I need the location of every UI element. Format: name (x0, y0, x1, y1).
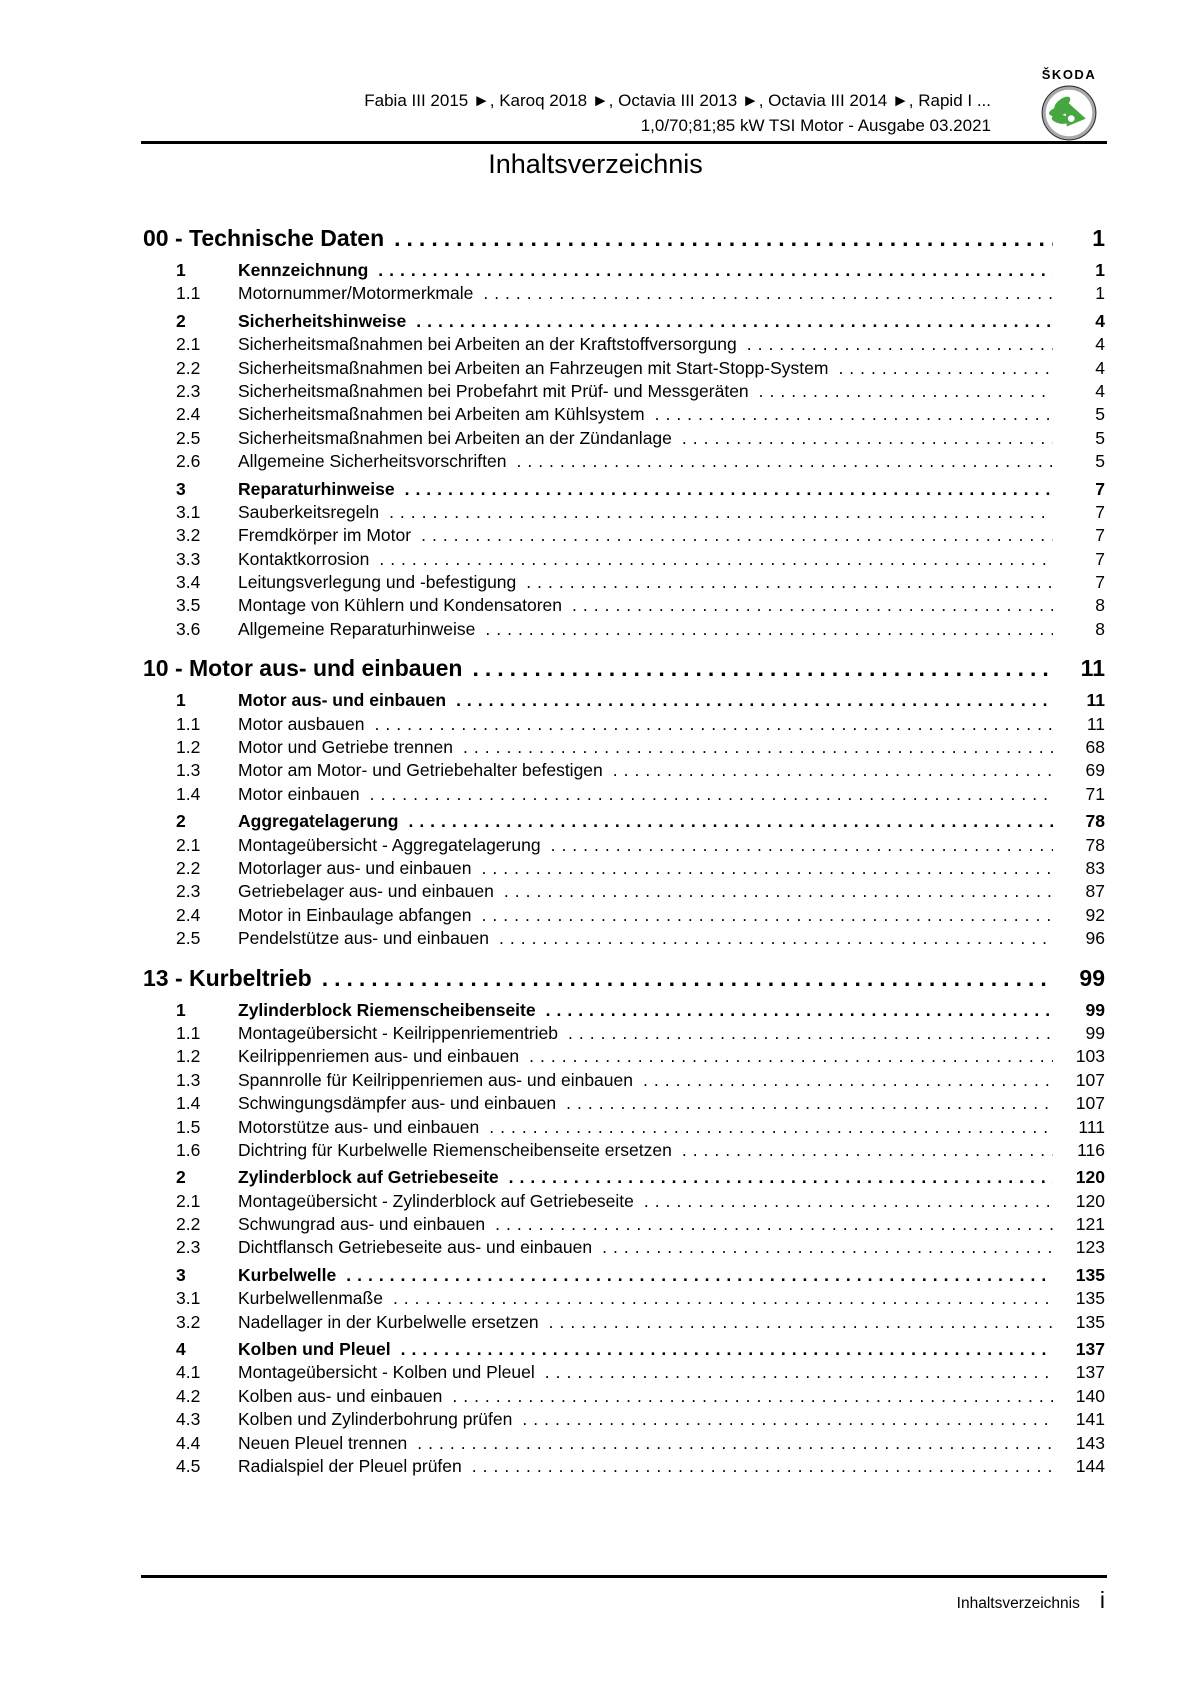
toc-entry-title: Motor und Getriebe trennen (238, 737, 453, 758)
skoda-logo-icon (1041, 85, 1097, 141)
toc-entry-title: Fremdkörper im Motor (238, 525, 412, 546)
dot-leader (613, 760, 1053, 781)
toc-entry-number: 1.5 (176, 1116, 201, 1137)
toc-entry-row[interactable] (143, 525, 1105, 548)
toc-entry-title: Motor einbauen (238, 783, 360, 804)
toc-entry-row[interactable] (143, 283, 1105, 306)
toc-entry-row[interactable] (143, 1117, 1105, 1140)
toc-entry-page: 144 (1075, 1455, 1105, 1476)
toc-entry-title: Kolben aus- und einbauen (238, 1385, 443, 1406)
toc-entry-row[interactable] (143, 572, 1105, 595)
footer-rule (141, 1575, 1107, 1578)
toc-entry-number: 2.3 (176, 881, 201, 902)
dot-leader (549, 1312, 1053, 1333)
toc-entry-number: 2.1 (176, 334, 201, 355)
toc-entry-title: Schwingungsdämpfer aus- und einbauen (238, 1093, 557, 1114)
toc-entry-page: 123 (1075, 1237, 1105, 1258)
toc-entry-row[interactable] (143, 260, 1105, 283)
toc-entry-row[interactable] (143, 1288, 1105, 1311)
table-of-contents (143, 212, 1105, 1479)
dot-leader (393, 1288, 1053, 1309)
toc-entry-row[interactable] (143, 549, 1105, 572)
toc-entry-page: 137 (1075, 1362, 1105, 1383)
toc-entry-row[interactable] (143, 1237, 1105, 1260)
toc-entry-number: 2.2 (176, 1214, 201, 1235)
toc-entry-title: Zylinderblock auf Getriebeseite (238, 1167, 499, 1188)
toc-entry-number: 1.3 (176, 760, 201, 781)
toc-entry-number: 1.6 (176, 1139, 201, 1160)
toc-entry-number: 2 (176, 1167, 186, 1188)
dot-leader (655, 404, 1053, 425)
toc-entry-row[interactable] (143, 381, 1105, 404)
toc-entry-page: 107 (1075, 1069, 1105, 1090)
dot-leader (747, 334, 1053, 355)
toc-chapter-row[interactable] (143, 965, 1105, 995)
toc-entry-title: Kontaktkorrosion (238, 548, 370, 569)
toc-entry-title: Montageübersicht - Aggregatelagerung (238, 834, 541, 855)
toc-entry-title: Sicherheitsmaßnahmen bei Arbeiten an Fahrzeugen mit Start-Stopp-System (238, 357, 829, 378)
toc-entry-title: Dichtflansch Getriebeseite aus- und einbauen (238, 1237, 593, 1258)
toc-entry-number: 3.4 (176, 572, 201, 593)
toc-entry-row[interactable] (143, 881, 1105, 904)
toc-chapter-page: 99 (1079, 964, 1105, 991)
dot-leader (526, 572, 1053, 593)
toc-entry-title: Getriebelager aus- und einbauen (238, 881, 494, 902)
toc-entry-number: 4.1 (176, 1362, 201, 1383)
dot-leader (546, 1000, 1053, 1021)
toc-entry-page: 103 (1075, 1046, 1105, 1067)
dot-leader (838, 358, 1053, 379)
toc-entry-title: Sicherheitsmaßnahmen bei Probefahrt mit Prüf- und Messgeräten (238, 380, 749, 401)
toc-entry-title: Motorlager aus- und einbauen (238, 857, 472, 878)
dot-leader (482, 905, 1053, 926)
toc-entry-number: 4 (176, 1339, 186, 1360)
dot-leader (370, 784, 1053, 805)
toc-entry-page: 120 (1075, 1190, 1105, 1211)
dot-leader (379, 549, 1053, 570)
toc-entry-row[interactable] (143, 1265, 1105, 1288)
toc-entry-page: 71 (1085, 783, 1105, 804)
toc-entry-number: 3.3 (176, 548, 201, 569)
toc-entry-number: 2.4 (176, 404, 201, 425)
toc-entry-row[interactable] (143, 1093, 1105, 1116)
dot-leader (485, 619, 1053, 640)
toc-entry-row[interactable] (143, 714, 1105, 737)
toc-entry-number: 2.5 (176, 928, 201, 949)
toc-entry-page: 7 (1095, 572, 1105, 593)
toc-entry-title: Sicherheitshinweise (238, 310, 407, 331)
dot-leader (482, 858, 1054, 879)
toc-entry-number: 4.3 (176, 1409, 201, 1430)
dot-leader (463, 737, 1053, 758)
toc-entry-title: Aggregatelagerung (238, 811, 399, 832)
dot-leader (504, 881, 1053, 902)
toc-entry-row[interactable] (143, 737, 1105, 760)
toc-chapter-label: 10 - Motor aus- und einbauen (143, 655, 463, 682)
dot-leader (572, 595, 1053, 616)
toc-entry-page: 4 (1095, 380, 1105, 401)
toc-entry-page: 96 (1085, 928, 1105, 949)
dot-leader (452, 1386, 1053, 1407)
skoda-logo (1030, 68, 1108, 141)
dot-leader (509, 1167, 1053, 1188)
toc-entry-number: 3.2 (176, 1311, 201, 1332)
toc-entry-page: 120 (1075, 1167, 1105, 1188)
toc-entry-row[interactable] (143, 428, 1105, 451)
toc-entry-number: 1.1 (176, 1022, 201, 1043)
toc-entry-row[interactable] (143, 619, 1105, 642)
toc-entry-number: 2.1 (176, 1190, 201, 1211)
toc-entry-page: 99 (1085, 1022, 1105, 1043)
toc-entry-page: 121 (1075, 1214, 1105, 1235)
document-header (143, 88, 991, 138)
toc-entry-number: 3.2 (176, 525, 201, 546)
dot-leader (495, 1214, 1053, 1235)
toc-entry-title: Leitungsverlegung und -befestigung (238, 572, 517, 593)
toc-entry-title: Schwungrad aus- und einbauen (238, 1214, 486, 1235)
dot-leader (322, 965, 1053, 992)
toc-entry-row[interactable] (143, 451, 1105, 474)
dot-leader (545, 1362, 1053, 1383)
toc-entry-page: 135 (1075, 1311, 1105, 1332)
toc-entry-title: Motorstütze aus- und einbauen (238, 1116, 480, 1137)
dot-leader (516, 451, 1053, 472)
toc-entry-title: Kurbelwelle (238, 1264, 337, 1285)
toc-entry-page: 4 (1095, 357, 1105, 378)
dot-leader (529, 1046, 1053, 1067)
toc-entry-page: 92 (1085, 904, 1105, 925)
skoda-wordmark: ŠKODA (1041, 67, 1097, 82)
toc-entry-page: 68 (1085, 737, 1105, 758)
header-engine-line: 1,0/70;81;85 kW TSI Motor - Ausgabe 03.2021 (640, 116, 991, 135)
toc-entry-page: 135 (1075, 1264, 1105, 1285)
toc-entry-page: 11 (1086, 713, 1105, 734)
dot-leader (394, 225, 1053, 252)
toc-entry-page: 5 (1095, 427, 1105, 448)
toc-entry-title: Motor in Einbaulage abfangen (238, 904, 472, 925)
toc-entry-row[interactable] (143, 928, 1105, 951)
toc-entry-number: 2.4 (176, 904, 201, 925)
toc-entry-page: 87 (1085, 881, 1105, 902)
toc-entry-number: 4.5 (176, 1455, 201, 1476)
footer-page-number: i (1099, 1587, 1105, 1613)
toc-entry-row[interactable] (143, 1433, 1105, 1456)
toc-entry-number: 2.6 (176, 451, 201, 472)
toc-entry-row[interactable] (143, 1167, 1105, 1190)
toc-entry-title: Motor am Motor- und Getriebehalter befestigen (238, 760, 603, 781)
toc-entry-title: Allgemeine Sicherheitsvorschriften (238, 451, 507, 472)
dot-leader (346, 1265, 1053, 1286)
toc-entry-number: 1.2 (176, 1046, 201, 1067)
dot-leader (499, 928, 1053, 949)
toc-entry-title: Zylinderblock Riemenscheibenseite (238, 999, 536, 1020)
dot-leader (405, 479, 1053, 500)
toc-entry-page: 140 (1075, 1385, 1105, 1406)
dot-leader (522, 1409, 1053, 1430)
toc-entry-row[interactable] (143, 784, 1105, 807)
toc-entry-title: Reparaturhinweise (238, 478, 395, 499)
toc-entry-row[interactable] (143, 835, 1105, 858)
toc-entry-row[interactable] (143, 690, 1105, 713)
toc-entry-number: 2 (176, 811, 186, 832)
dot-leader (374, 714, 1053, 735)
toc-entry-number: 1.1 (176, 713, 201, 734)
toc-entry-row[interactable] (143, 595, 1105, 618)
page-title: Inhaltsverzeichnis (488, 149, 703, 179)
dot-leader (551, 835, 1053, 856)
toc-entry-page: 5 (1095, 451, 1105, 472)
toc-entry-page: 116 (1077, 1139, 1105, 1160)
toc-entry-title: Dichtring für Kurbelwelle Riemenscheibenseite ersetzen (238, 1139, 672, 1160)
toc-entry-page: 135 (1075, 1288, 1105, 1309)
toc-entry-row[interactable] (143, 1409, 1105, 1432)
dot-leader (378, 260, 1053, 281)
toc-entry-number: 3.1 (176, 1288, 201, 1309)
dot-leader (417, 1433, 1053, 1454)
dot-leader (389, 502, 1053, 523)
toc-entry-page: 4 (1095, 334, 1105, 355)
toc-entry-number: 4.2 (176, 1385, 201, 1406)
toc-entry-page: 1 (1095, 260, 1105, 280)
dot-leader (489, 1117, 1053, 1138)
toc-entry-row[interactable] (143, 311, 1105, 334)
toc-entry-page: 107 (1075, 1093, 1105, 1114)
dot-leader (483, 283, 1053, 304)
dot-leader (568, 1023, 1053, 1044)
toc-entry-number: 3.6 (176, 618, 201, 639)
toc-entry-page: 7 (1095, 525, 1105, 546)
toc-entry-page: 8 (1095, 595, 1105, 616)
toc-entry-number: 2.1 (176, 834, 201, 855)
toc-entry-page: 99 (1085, 999, 1105, 1020)
toc-entry-title: Motor aus- und einbauen (238, 690, 447, 711)
toc-entry-title: Kurbelwellenmaße (238, 1288, 383, 1309)
toc-entry-page: 78 (1085, 811, 1105, 832)
header-models-line: Fabia III 2015 ►, Karoq 2018 ►, Octavia III 2013 ►, Octavia III 2014 ►, Rapid I ... (364, 91, 991, 110)
dot-leader (401, 1339, 1053, 1360)
toc-entry-title: Montageübersicht - Kolben und Pleuel (238, 1362, 535, 1383)
toc-entry-number: 1.1 (176, 283, 201, 304)
toc-entry-title: Kolben und Pleuel (238, 1339, 391, 1360)
toc-entry-number: 1.4 (176, 1093, 201, 1114)
toc-entry-title: Montageübersicht - Keilrippenriementrieb (238, 1022, 559, 1043)
toc-entry-row[interactable] (143, 858, 1105, 881)
toc-entry-title: Sicherheitsmaßnahmen bei Arbeiten an der Kraftstoffversorgung (238, 334, 737, 355)
toc-entry-row[interactable] (143, 1214, 1105, 1237)
toc-entry-row[interactable] (143, 334, 1105, 357)
toc-entry-title: Montageübersicht - Zylinderblock auf Getriebeseite (238, 1190, 634, 1211)
toc-entry-page: 11 (1086, 690, 1105, 711)
footer-label: Inhaltsverzeichnis (956, 1595, 1080, 1612)
toc-entry-number: 2.3 (176, 380, 201, 401)
toc-entry-page: 7 (1095, 548, 1105, 569)
toc-entry-number: 1.3 (176, 1069, 201, 1090)
toc-entry-number: 1 (176, 260, 186, 280)
toc-entry-page: 4 (1095, 310, 1105, 331)
toc-chapter-row[interactable] (143, 225, 1105, 255)
toc-entry-title: Keilrippenriemen aus- und einbauen (238, 1046, 520, 1067)
toc-entry-title: Montage von Kühlern und Kondensatoren (238, 595, 562, 616)
dot-leader (421, 525, 1053, 546)
toc-entry-row[interactable] (143, 502, 1105, 525)
page-footer (143, 1587, 1105, 1614)
toc-entry-number: 1.4 (176, 783, 201, 804)
dot-leader (682, 1140, 1053, 1161)
toc-entry-title: Sicherheitsmaßnahmen bei Arbeiten an der Zündanlage (238, 427, 672, 448)
toc-entry-number: 3.5 (176, 595, 201, 616)
toc-chapter-row[interactable] (143, 655, 1105, 685)
toc-entry-row[interactable] (143, 1339, 1105, 1362)
toc-entry-page: 7 (1095, 501, 1105, 522)
toc-entry-title: Kennzeichnung (238, 260, 369, 280)
toc-chapter-label: 00 - Technische Daten (143, 225, 385, 251)
toc-entry-row[interactable] (143, 811, 1105, 834)
toc-entry-number: 3 (176, 478, 186, 499)
toc-entry-title: Motor ausbauen (238, 713, 365, 734)
toc-entry-row[interactable] (143, 1046, 1105, 1069)
toc-chapter-page: 1 (1092, 225, 1105, 251)
toc-entry-page: 83 (1085, 857, 1105, 878)
toc-entry-title: Sauberkeitsregeln (238, 501, 380, 522)
toc-entry-title: Radialspiel der Pleuel prüfen (238, 1455, 462, 1476)
dot-leader (759, 381, 1053, 402)
toc-entry-number: 1 (176, 999, 186, 1020)
toc-entry-page: 69 (1085, 760, 1105, 781)
toc-entry-page: 7 (1095, 478, 1105, 499)
toc-entry-title: Neuen Pleuel trennen (238, 1432, 408, 1453)
toc-entry-page: 78 (1085, 834, 1105, 855)
toc-entry-title: Allgemeine Reparaturhinweise (238, 618, 476, 639)
toc-entry-page: 5 (1095, 404, 1105, 425)
toc-entry-row[interactable] (143, 760, 1105, 783)
toc-entry-row[interactable] (143, 1386, 1105, 1409)
dot-leader (408, 811, 1053, 832)
dot-leader (644, 1191, 1053, 1212)
toc-entry-number: 1.2 (176, 737, 201, 758)
toc-entry-title: Nadellager in der Kurbelwelle ersetzen (238, 1311, 539, 1332)
toc-entry-page: 143 (1075, 1432, 1105, 1453)
toc-entry-number: 2.3 (176, 1237, 201, 1258)
toc-entry-number: 2.2 (176, 857, 201, 878)
toc-entry-number: 2.2 (176, 357, 201, 378)
toc-entry-row[interactable] (143, 358, 1105, 381)
toc-entry-page: 137 (1075, 1339, 1105, 1360)
toc-entry-row[interactable] (143, 1312, 1105, 1335)
toc-entry-row[interactable] (143, 1000, 1105, 1023)
toc-entry-page: 111 (1078, 1116, 1105, 1137)
toc-entry-row[interactable] (143, 1362, 1105, 1385)
toc-entry-number: 2.5 (176, 427, 201, 448)
dot-leader (643, 1070, 1053, 1091)
toc-entry-page: 141 (1075, 1409, 1105, 1430)
toc-entry-number: 3 (176, 1264, 186, 1285)
dot-leader (682, 428, 1053, 449)
toc-chapter-page: 11 (1080, 655, 1105, 682)
dot-leader (602, 1237, 1053, 1258)
toc-entry-row[interactable] (143, 1191, 1105, 1214)
toc-chapter-label: 13 - Kurbeltrieb (143, 964, 312, 991)
toc-entry-row[interactable] (143, 479, 1105, 502)
toc-entry-page: 8 (1095, 618, 1105, 639)
toc-entry-title: Pendelstütze aus- und einbauen (238, 928, 490, 949)
dot-leader (416, 311, 1053, 332)
toc-entry-row[interactable] (143, 905, 1105, 928)
toc-entry-title: Kolben und Zylinderbohrung prüfen (238, 1409, 513, 1430)
toc-entry-row[interactable] (143, 1456, 1105, 1479)
dot-leader (472, 1456, 1053, 1477)
toc-entry-row[interactable] (143, 404, 1105, 427)
toc-entry-number: 3.1 (176, 501, 201, 522)
toc-entry-title: Sicherheitsmaßnahmen bei Arbeiten am Kühlsystem (238, 404, 645, 425)
toc-entry-page: 1 (1095, 283, 1105, 304)
toc-entry-title: Motornummer/Motormerkmale (238, 283, 474, 304)
dot-leader (456, 690, 1053, 711)
toc-entry-row[interactable] (143, 1023, 1105, 1046)
toc-entry-row[interactable] (143, 1140, 1105, 1163)
dot-leader (566, 1093, 1053, 1114)
toc-entry-title: Spannrolle für Keilrippenriemen aus- und einbauen (238, 1069, 633, 1090)
header-rule (141, 141, 1107, 144)
toc-entry-number: 1 (176, 690, 186, 711)
toc-entry-number: 2 (176, 310, 186, 331)
toc-entry-number: 4.4 (176, 1432, 201, 1453)
dot-leader (472, 655, 1053, 682)
toc-entry-row[interactable] (143, 1070, 1105, 1093)
